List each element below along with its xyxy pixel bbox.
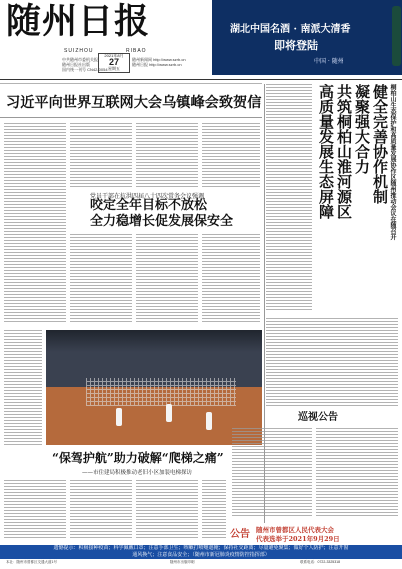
player-figure: [206, 412, 212, 430]
issue-day: 27: [108, 57, 119, 67]
photo-side-text: [4, 330, 42, 445]
notice-line-1: 随州市曾都区人民代表大会: [256, 526, 334, 534]
footer-phone: 联系电话：0722-3325318: [300, 560, 341, 564]
sub-body-col-1: [70, 234, 132, 324]
feature-body-col-2: [70, 480, 132, 540]
masthead-pinyin-right: RIBAO: [126, 48, 147, 54]
masthead-meta: 中共随州市委机关报 随州日报社出版 国内统一刊号 CN42-0054: [62, 57, 108, 72]
right-headline-col-4[interactable]: 高质量发展生态屏障: [317, 84, 335, 219]
notice-label: 公告: [230, 529, 250, 540]
notice-box[interactable]: [230, 523, 400, 545]
top-advertisement[interactable]: [212, 0, 402, 75]
right-kicker: 桐柏山生态保护和高质量发展协作区随州推动会议在随召开: [389, 84, 396, 240]
lead-body-col-3: [136, 123, 198, 188]
right-body-top: [266, 84, 312, 310]
review-body-col-1: [232, 428, 312, 518]
footer-banner-line-1: 遗憾提示：积极接种疫苗；科学佩戴口罩；注意手部卫生；咳嗽打喷嚏遮掩；保持社交距离；尽量避免聚集；做好个人防护；注意开窗: [53, 545, 349, 551]
right-headline-col-3[interactable]: 共筑桐柏山淮河源区: [335, 84, 353, 219]
sub-headline-2[interactable]: 全力稳增长促发展保安全: [90, 214, 234, 229]
issue-year-month: 2021年8月: [104, 53, 124, 58]
masthead-rule: [0, 79, 402, 80]
feature-headline[interactable]: “保驾护航”助力破解“爬梯之痛”: [52, 451, 224, 465]
lead-headline[interactable]: 习近平向世界互联网大会乌镇峰会致贺信: [6, 95, 262, 111]
liquor-bottle-icon: [392, 6, 401, 66]
masthead-title: 随州日报: [6, 1, 151, 42]
sub-headline-1[interactable]: 咬定全年目标不放松: [90, 198, 208, 213]
ad-line-2: 即将登陆: [274, 39, 318, 52]
review-body-col-2: [316, 428, 398, 518]
sub-body-col-3: [202, 234, 260, 324]
date-strip: [0, 83, 262, 86]
lead-rule: [0, 117, 262, 118]
sub-kicker: 党员干部在抗洪四届八十四次常务会议强调: [90, 193, 205, 200]
feature-body-col-1: [4, 480, 66, 540]
player-figure: [166, 404, 172, 422]
sub-body-col-2: [136, 234, 198, 324]
ad-line-3: 中国 · 随州: [314, 58, 344, 65]
issue-weekday: 星期五: [108, 66, 120, 71]
badminton-photo[interactable]: [46, 330, 262, 445]
feature-body-col-3: [136, 480, 198, 540]
feature-subhead: ——市住建局积极推动老旧小区加装电梯探访: [82, 470, 193, 476]
masthead-web: 随州新闻网 http://www.szrb.cn 随州日报 http://www.szrb.cn: [132, 57, 186, 67]
ad-line-1: 湖北中国名酒 · 南派大清香: [230, 24, 351, 35]
footer-address: 本社：随州市曾都区交通大道1号: [6, 560, 57, 564]
footer-banner: [0, 545, 402, 559]
badminton-net: [86, 378, 236, 406]
ceiling-lights: [46, 330, 262, 352]
right-body-bottom: [266, 318, 398, 406]
lead-body-col-4: [202, 123, 260, 188]
footer-printer: 随州市出版印刷: [170, 560, 195, 564]
lead-body-col-1: [4, 123, 66, 323]
right-headline-col-2[interactable]: 凝聚强大合力: [353, 84, 371, 174]
footer-banner-line-2: 通风换气；注意食品安全；（随州市新冠肺炎疫情防控指挥部）: [132, 552, 270, 558]
right-headline-col-1[interactable]: 健全完善协作机制: [371, 84, 389, 204]
lead-body-col-2: [70, 123, 132, 188]
notice-line-2: 代表选举于2021年9月29日: [256, 535, 340, 543]
feature-body-col-4: [202, 480, 226, 540]
player-figure: [116, 408, 122, 426]
masthead-pinyin-left: SUIZHOU: [64, 48, 94, 54]
review-headline[interactable]: 巡视公告: [298, 412, 338, 423]
